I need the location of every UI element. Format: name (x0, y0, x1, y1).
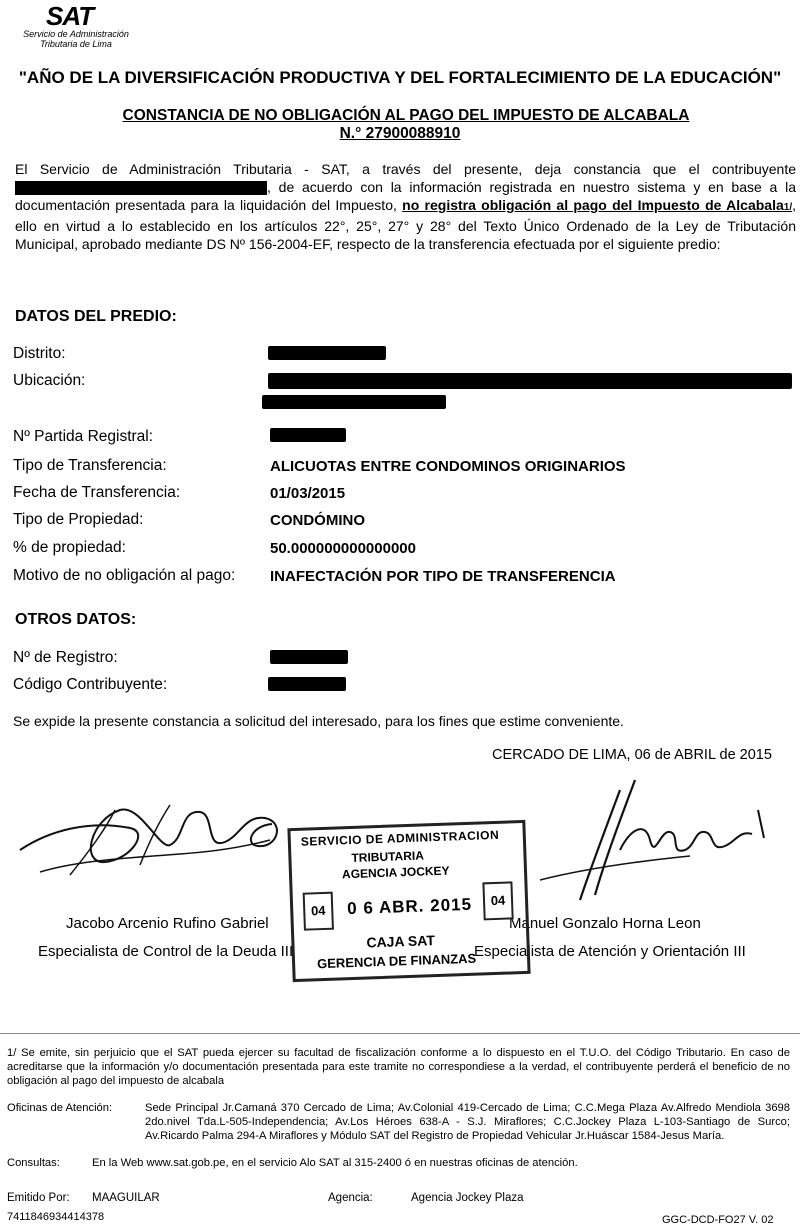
form-code: GGC-DCD-FO27 V. 02 (662, 1214, 774, 1226)
logo-subtitle-line2: Tributaria de Lima (40, 39, 112, 49)
fecha-label: Fecha de Transferencia: (13, 484, 181, 501)
emitido-value: MAAGUILAR (92, 1192, 160, 1204)
agencia-label: Agencia: (328, 1192, 373, 1204)
document-number: N.° 27900088910 (339, 125, 461, 142)
tipo-transferencia-label: Tipo de Transferencia: (13, 457, 167, 474)
payment-stamp (287, 820, 530, 982)
intro-paragraph (15, 160, 796, 253)
stamp-line5: GERENCIA DE FINANZAS (316, 950, 477, 972)
left-signature (10, 790, 300, 890)
sat-logo: SAT (46, 1, 94, 31)
consultas-text: En la Web www.sat.gob.pe, en el servicio Alo SAT al 315-2400 ó en nuestras oficinas de atención. (92, 1157, 578, 1169)
stamp-line2: TRIBUTARIA (351, 848, 425, 865)
ubicacion-label: Ubicación: (13, 372, 86, 389)
distrito-label: Distrito: (13, 345, 66, 362)
year-motto: "AÑO DE LA DIVERSIFICACIÓN PRODUCTIVA Y DEL FORTALECIMIENTO DE LA EDUCACIÓN" (18, 68, 782, 87)
emitido-label: Emitido Por: (7, 1192, 70, 1204)
partida-label: Nº Partida Registral: (13, 428, 154, 445)
sat-logo-subtitle (21, 29, 131, 49)
agencia-value: Agencia Jockey Plaza (411, 1192, 524, 1204)
footnote-reference: 1/ (783, 202, 793, 213)
redacted-taxpayer-name (15, 181, 267, 195)
redacted-ubicacion-line2 (262, 395, 446, 409)
stamp-box-right: 04 (482, 881, 513, 920)
redacted-registro (270, 650, 348, 664)
consultas-label: Consultas: (7, 1157, 60, 1169)
footnote: 1/ Se emite, sin perjuicio que el SAT pueda ejercer su facultad de fiscalización conforme a lo dispuesto en el T.U.O. del Código Tributario. En caso de acreditarse que la información y/o documentación presentada para este tramite no correspondiese a la verdad, el contribuyente perderá el beneficio de no obligación al pago del impuesto de alcabala (7, 1047, 790, 1087)
intro-text-3: , ello en virtud a lo establecido en los artículos 22°, 25°, 27° y 28° del Texto Único Ordenado de la Ley de Tributación Municipal, aprobado mediante DS Nº 156-2004-EF, respecto de la transferencia efectuada por el siguiente predio: (15, 197, 797, 252)
redacted-distrito (268, 346, 386, 360)
place-and-date: CERCADO DE LIMA, 06 de ABRIL de 2015 (492, 747, 772, 763)
redacted-partida (270, 428, 346, 442)
footer-divider (0, 1033, 800, 1034)
stamp-line1: SERVICIO DE ADMINISTRACION (300, 827, 500, 849)
porcentaje-label: % de propiedad: (13, 539, 126, 556)
logo-subtitle-line1: Servicio de Administración (23, 29, 129, 39)
left-signer-role: Especialista de Control de la Deuda III (38, 943, 294, 960)
stamp-box-left: 04 (303, 892, 334, 931)
issue-statement: Se expide la presente constancia a solicitud del interesado, para los fines que estime conveniente. (13, 713, 624, 729)
otros-heading: OTROS DATOS: (15, 611, 137, 628)
tipo-transferencia-value: ALICUOTAS ENTRE CONDOMINOS ORIGINARIOS (270, 458, 626, 475)
motivo-label: Motivo de no obligación al pago: (13, 567, 236, 584)
redacted-codigo (268, 677, 346, 691)
barcode-number: 7411846934414378 (7, 1211, 105, 1223)
left-signer-name: Jacobo Arcenio Rufino Gabriel (66, 915, 269, 932)
fecha-value: 01/03/2015 (270, 485, 346, 502)
right-signature (520, 770, 780, 910)
intro-text-2: , de acuerdo con la información registrada en nuestro sistema y en base a la documentación presentada para la liquidación del Impuesto, (15, 179, 796, 213)
tipo-propiedad-label: Tipo de Propiedad: (13, 511, 144, 528)
predio-heading: DATOS DEL PREDIO: (15, 308, 177, 325)
right-signer-role: Especialista de Atención y Orientación III (474, 943, 746, 960)
stamp-line3: AGENCIA JOCKEY (341, 863, 450, 882)
document-title: CONSTANCIA DE NO OBLIGACIÓN AL PAGO DEL IMPUESTO DE ALCABALA (122, 107, 690, 124)
right-signer-name: Manuel Gonzalo Horna Leon (509, 915, 701, 932)
tipo-propiedad-value: CONDÓMINO (270, 512, 365, 529)
stamp-date: 0 6 ABR. 2015 (346, 894, 473, 919)
registro-label: Nº de Registro: (13, 649, 118, 666)
intro-bold-statement: no registra obligación al pago del Impuesto de Alcabala (402, 197, 784, 213)
porcentaje-value: 50.000000000000000 (270, 540, 416, 557)
oficinas-text: Sede Principal Jr.Camaná 370 Cercado de Lima; Av.Colonial 419-Cercado de Lima; C.C.Mega Plaza Av.Alfredo Mendiola 3698 2do.nivel Tda.L-505-Independencia; Av.Los Héroes 638-A - S.J. Miraflores; C.C.Jockey Plaza L-103-Santiago de Surco; Av.Ricardo Palma 294-A Miraflores y Módulo SAT del Registro de Propiedad Vehicular Jr.Huáscar 1584-Jesus María. (145, 1102, 790, 1142)
motivo-value: INAFECTACIÓN POR TIPO DE TRANSFERENCIA (270, 568, 616, 585)
intro-text-1: El Servicio de Administración Tributaria - SAT, a través del presente, deja constancia que el contribuyente (15, 161, 796, 177)
redacted-ubicacion-line1 (268, 373, 792, 389)
codigo-label: Código Contribuyente: (13, 676, 168, 693)
oficinas-label: Oficinas de Atención: (7, 1102, 113, 1114)
stamp-line4: CAJA SAT (366, 932, 436, 951)
